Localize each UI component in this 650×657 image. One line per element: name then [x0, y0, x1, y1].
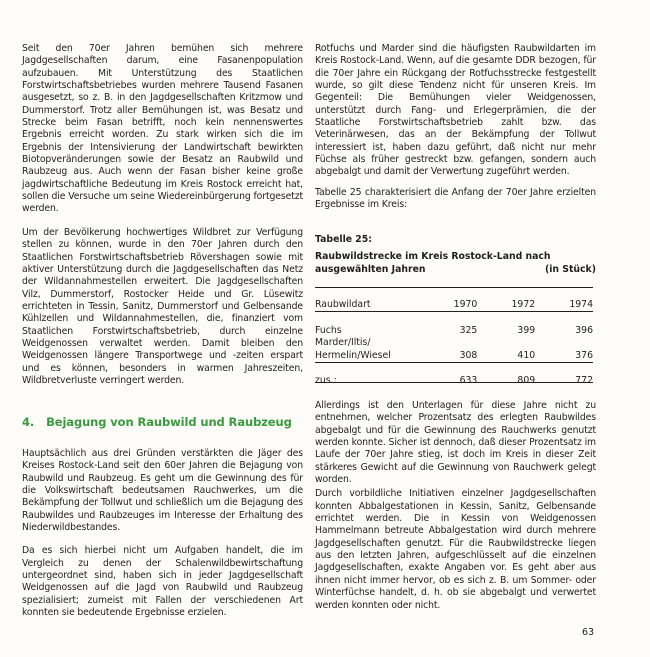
left-column-bottom	[22, 448, 303, 619]
table-cell: 308	[459, 349, 478, 361]
table-cell: zus.:	[315, 374, 337, 386]
table-cell: Fuchs	[315, 324, 342, 336]
page-number: 63	[582, 627, 595, 638]
left-column-top	[22, 43, 303, 387]
table-cell	[477, 336, 535, 349]
table-cell	[416, 336, 477, 349]
table-cell	[535, 336, 593, 349]
paragraph: Durch vorbildliche Initiativen einzelner Jagdgesellschaften konnten Abbalgestationen in Kessin, Sanitz, Gelbensande errichtet werden. Die in Kessin von Weidgenossen Hammelmann betreute Abbalgestation wird durch mehrere Jagdgesellschaften genutzt. Für die Raubwildstrecke liegen aus den letzten Jahren, aufgeschlüsselt auf die einzelnen Jagdgesellschaften, exakte Angaben vor. Es geht aber aus ihnen nicht immer hervor, ob es sich z. B. um Sommer- oder Winterfüchse handelt, d. h. ob sie abgebalgt und verwertet werden konnten oder nicht.	[315, 488, 596, 611]
table-cell: Marder/Iltis/	[315, 337, 371, 348]
table-total-row	[315, 373, 593, 386]
table-caption	[315, 250, 596, 276]
table-cell: 633	[459, 374, 478, 386]
table-cell: 410	[517, 349, 536, 361]
paragraph: Allerdings ist den Unterlagen für diese Jahre nicht zu entnehmen, welcher Prozentsatz des erlegten Raubwildes abgebalgt und für die Gewinnung des Rauchwerks genutzt werden konnte. Sicher ist dennoch, daß dieser Prozentsatz im Laufe der 70er Jahre stieg, ist doch im Kreis in dieser Zeit stärkeres Gewicht auf die Gewinnung von Rauchwerk gelegt worden.	[315, 400, 596, 486]
right-column-bottom	[315, 400, 596, 612]
table-caption-text: Raubwildstrecke im Kreis Rostock-Land nach ausgewählten Jahren	[315, 251, 551, 275]
table-cell: 772	[575, 374, 593, 386]
table-cell: 399	[517, 324, 536, 336]
table-header-cell: 1970	[453, 299, 478, 310]
section-heading	[22, 415, 292, 429]
paragraph: Tabelle 25 charakterisiert die Anfang der 70er Jahre erzielten Ergebnisse im Kreis:	[315, 186, 596, 211]
table-row	[315, 336, 593, 349]
table-cell: 809	[517, 374, 536, 386]
table-cell: 396	[575, 324, 593, 336]
table-cell: Hermelin/Wiesel	[315, 349, 391, 361]
table-header-row	[315, 296, 593, 310]
section-title: Bejagung von Raubwild und Raubzeug	[46, 415, 292, 429]
table-header-cell: 1974	[569, 299, 593, 310]
table-header-cell: 1972	[511, 299, 536, 310]
paragraph: Hauptsächlich aus drei Gründen verstärkten die Jäger des Kreises Rostock-Land seit den 60er Jahren die Bejagung von Raubwild und Raubzeug. Es geht um die Gewinnung des für die Volkswirtschaft bedeutsamen Rauchwerkes, um die Bekämpfung der Tollwut und schließlich um die Bejagung des Raubwildes und Raubzeuges im Interesse der Erhaltung des Niederwildbestandes.	[22, 448, 303, 534]
table-unit: (in Stück)	[545, 264, 596, 275]
paragraph: Rotfuchs und Marder sind die häufigsten Raubwildarten im Kreis Rostock-Land. Wenn, auf die gesamte DDR bezogen, für die 70er Jahre ein Rückgang der Rotfuchsstrecke festgestellt wurde, so gilt diese Tendenz nicht für unseren Kreis. Im Gegenteil: Die Bemühungen vieler Weidgenossen, unterstützt durch Fang- und Erlegerprämien, die der Staatliche Forstwirtschaftsbetrieb zahlt bzw. das Veterinärwesen, das an der Bekämpfung der Tollwut interessiert ist, haben dazu geführt, daß nicht nur mehr Füchse als früher gestreckt bzw. gefangen, sondern auch abgebalgt und damit der Verwertung zugeführt werden.	[315, 43, 596, 178]
table-rule-top	[315, 287, 593, 288]
table-header-cell: Raubwildart	[315, 299, 371, 310]
table-cell: 376	[575, 349, 593, 361]
paragraph: Um der Bevölkerung hochwertiges Wildbret zur Verfügung stellen zu können, wurde in den 70er Jahren durch den Staatlichen Forstwirtschaftsbetrieb Rövershagen sowie mit aktiver Unterstützung durch die Jagdgesellschaften das Netz der Wildannahmestellen erweitert. Die Jagdgesellschaften Vilz, Dummerstorf, Rostocker Heide und Gr. Lüsewitz errichteten in Tessin, Sanitz, Dummerstorf und Gelbensande Kühlzellen und Wildannahmestellen, die, finanziert vom Staatlichen Forstwirtschaftsbetrieb, durch einzelne Weidgenossen verwaltet werden. Damit bleiben den Weidgenossen längere Transportwege und -zeiten erspart und es können, besonders in warmen Jahreszeiten, Wildbretverluste verringert werden.	[22, 226, 303, 386]
paragraph: Seit den 70er Jahren bemühen sich mehrere Jagdgesellschaften darum, eine Fasanenpopulation aufzubauen. Mit Unterstützung des Staatlichen Forstwirtschaftsbetriebes wurden mehrere Tausend Fasanen ausgesetzt, so z. B. in den Jagdgesellschaften Kritzmow und Dummerstorf. Trotz aller Bemühungen ist, was Besatz und Strecke beim Fasan betrifft, noch kein nennenswertes Ergebnis erreicht worden. Zu stark wirken sich die im Ergebnis der Intensivierung der Landwirtschaft bewirkten Biotopveränderungen sowie der Besatz an Raubwild und Raubzeug aus. Auch wenn der Fasan bisher keine große jagdwirtschaftliche Bedeutung im Kreis Rostock erreicht hat, sollen die Versuche um seine Wiedereinbürgerung fortgesetzt werden.	[22, 43, 303, 215]
section-number: 4.	[22, 415, 35, 429]
table-25	[315, 296, 593, 386]
right-column-top	[315, 43, 596, 211]
table-cell: 325	[459, 324, 478, 336]
paragraph: Da es sich hierbei nicht um Aufgaben handelt, die im Vergleich zu denen der Schalenwildbewirtschaftung untergeordnet sind, haben sich in jeder Jagdgesellschaft Weidgenossen auf die Jagd von Raubwild und Raubzeug spezialisiert; zumeist mit Fallen der verschiedenen Art konnten sie bedeutende Ergebnisse erzielen.	[22, 545, 303, 619]
table-row	[315, 323, 593, 336]
table-label: Tabelle 25:	[315, 234, 372, 245]
table-row	[315, 348, 593, 361]
